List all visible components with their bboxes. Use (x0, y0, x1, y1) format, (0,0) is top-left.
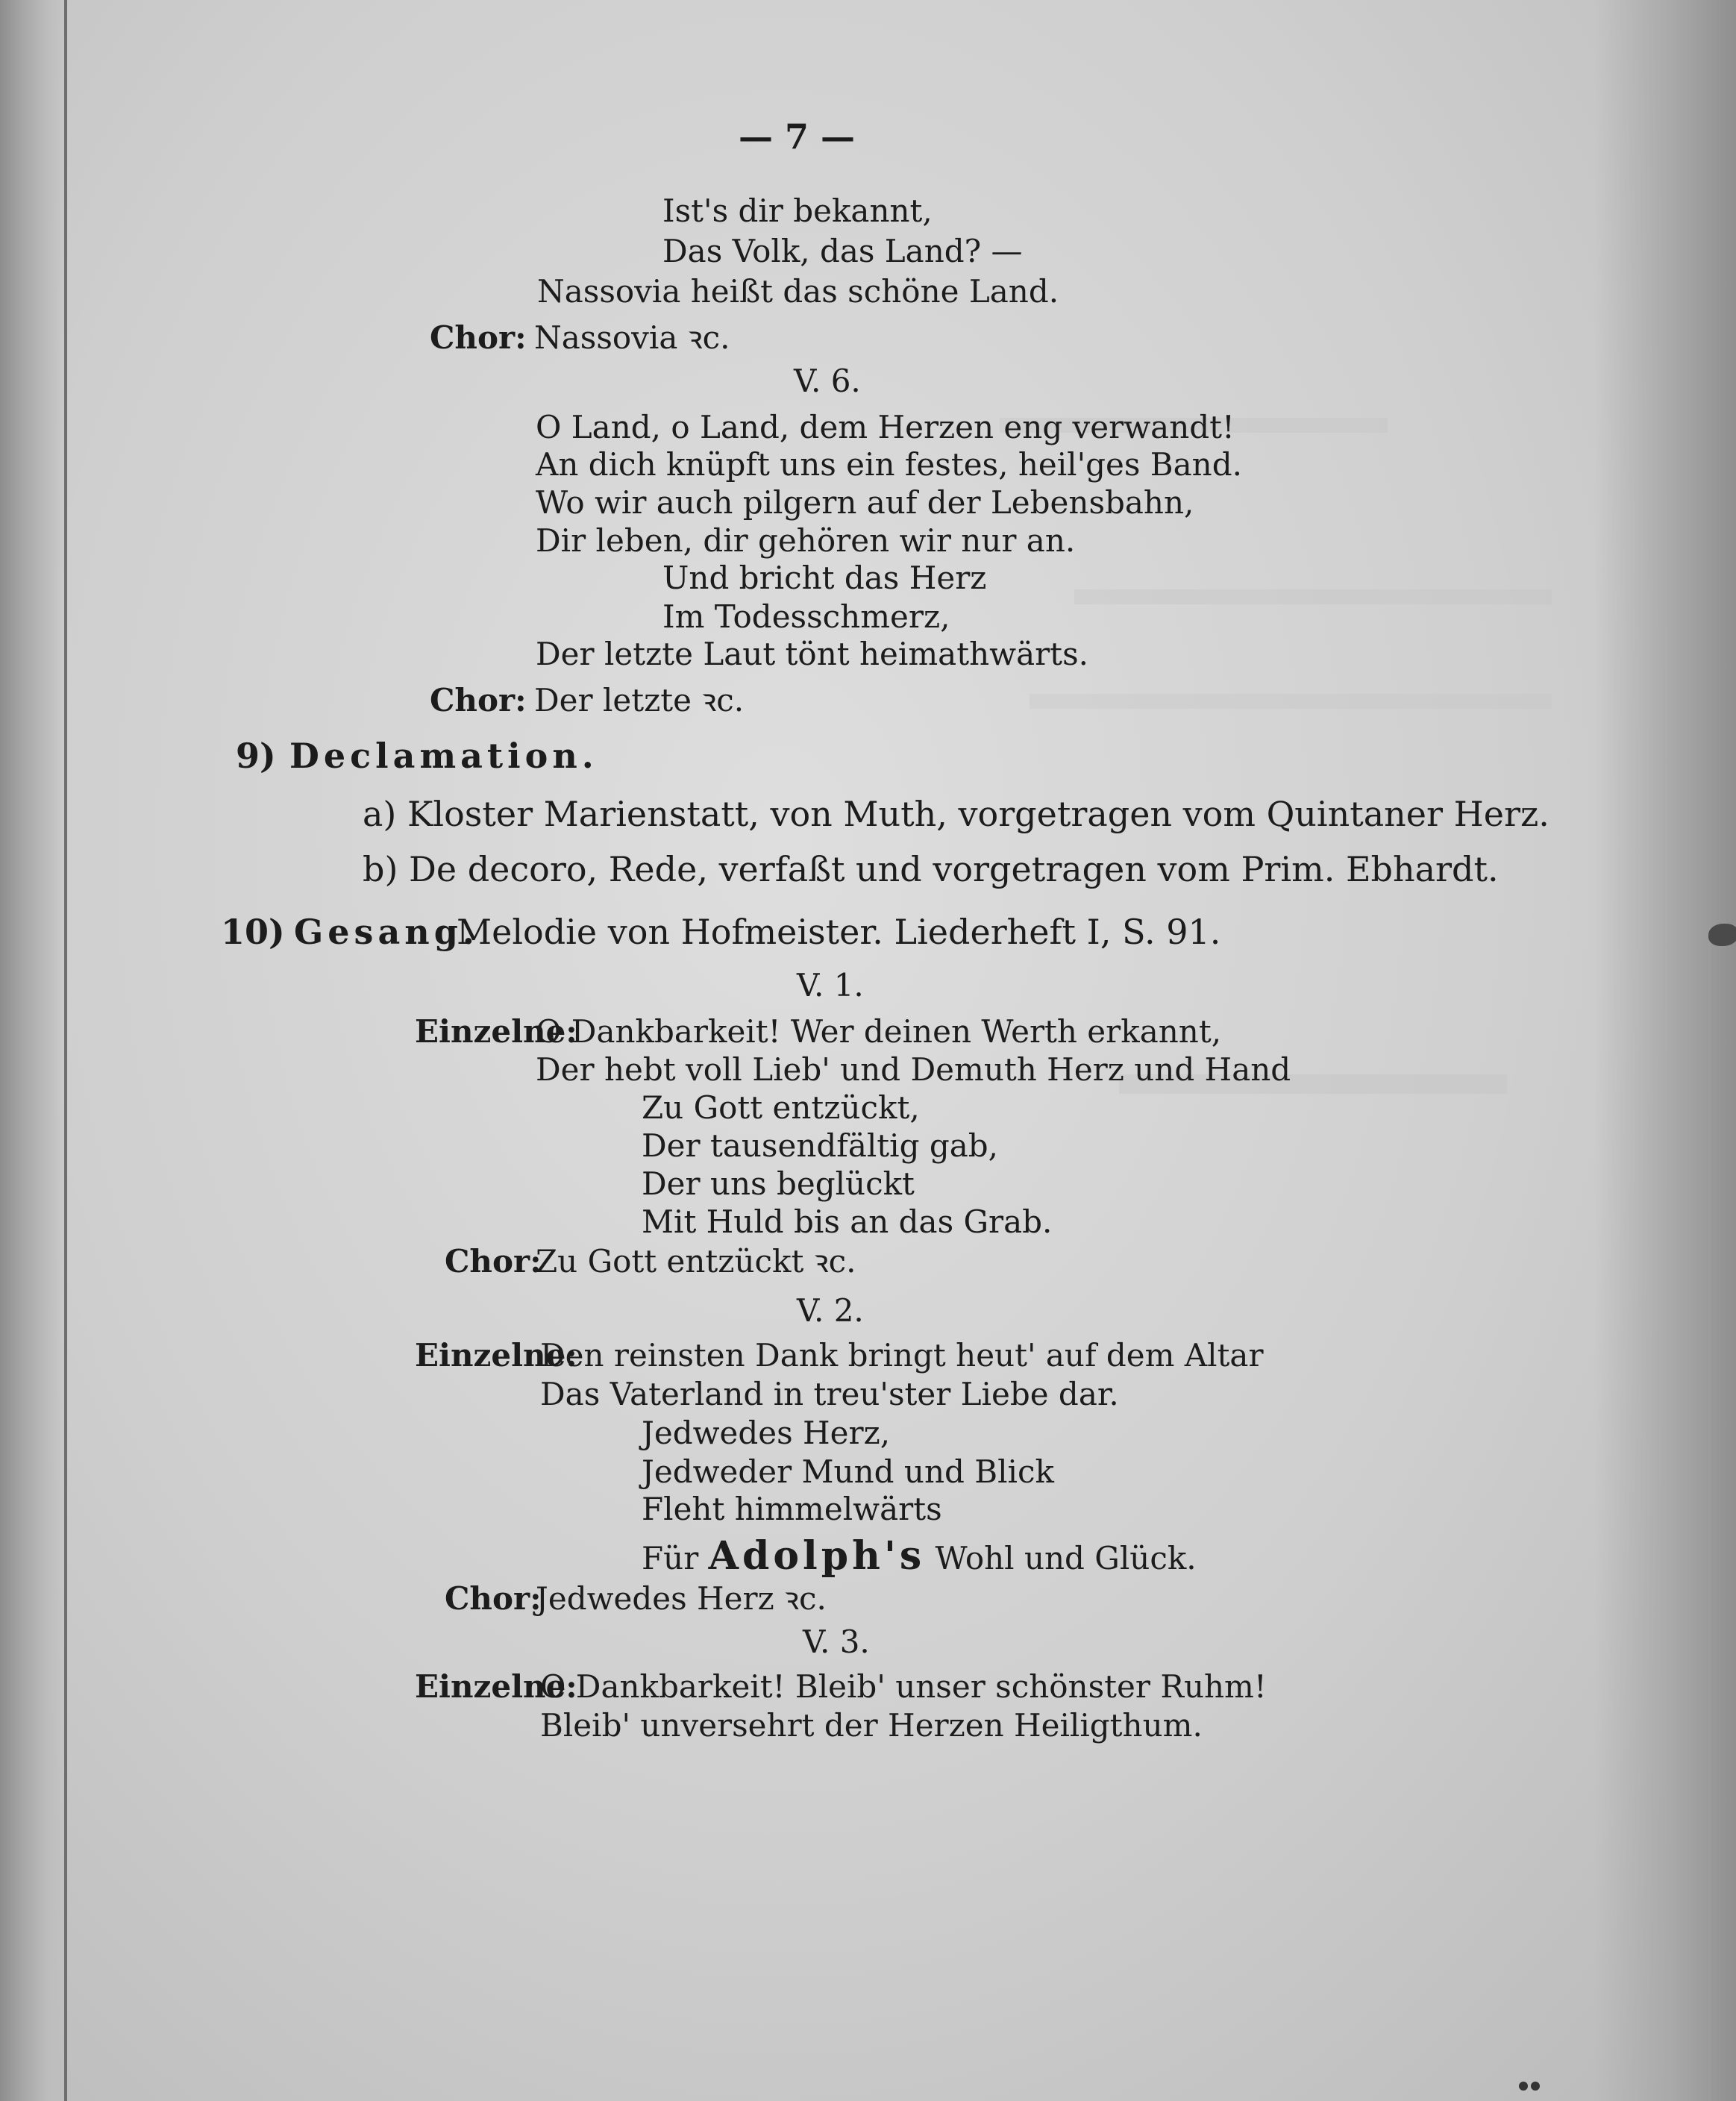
dedication-suffix: Wohl und Glück. (935, 1540, 1197, 1576)
chorus-label: Chor: (430, 319, 527, 356)
show-through-smudge (1074, 589, 1552, 604)
verse-line: Fleht himmelwärts (642, 1491, 942, 1527)
page-number: — 7 — (739, 116, 856, 157)
verse-line: Ist's dir bekannt, (662, 192, 933, 229)
verse-line: Der tausendfältig gab, (642, 1127, 998, 1164)
verse-line-dedication (642, 1533, 1197, 1579)
verse-line: Der uns beglückt (642, 1165, 915, 1202)
dedication-prefix: Für (642, 1540, 699, 1576)
declamation-a: a) Kloster Marienstatt, von Muth, vorgetragen vom Quintaner Herz. (363, 794, 1549, 834)
item-title: Declamation. (289, 736, 598, 776)
singer-label: Einzelne: (415, 1013, 577, 1050)
verse-line: O Dankbarkeit! Bleib' unser schönster Ruhm! (540, 1668, 1267, 1705)
verse-line: Das Volk, das Land? — (662, 233, 1023, 269)
verse-line: Das Vaterland in treu'ster Liebe dar. (540, 1376, 1119, 1412)
verse-line: Bleib' unversehrt der Herzen Heiligthum. (540, 1707, 1203, 1744)
verse-heading: V. 1. (797, 967, 864, 1003)
chorus-label: Chor: (445, 1580, 542, 1617)
chorus-label: Chor: (445, 1243, 542, 1280)
verse-heading: V. 3. (803, 1624, 870, 1660)
chorus-text: Jedwedes Herz ꝛc. (536, 1580, 827, 1617)
verse-line: Im Todesschmerz, (662, 598, 950, 635)
verse-line: Wo wir auch pilgern auf der Lebensbahn, (536, 484, 1194, 521)
declamation-b: b) De decoro, Rede, verfaßt und vorgetragen vom Prim. Ebhardt. (363, 849, 1499, 889)
verse-heading: V. 6. (794, 363, 861, 399)
verse-line: Jedweder Mund und Blick (642, 1453, 1054, 1490)
verse-line: Jedwedes Herz, (642, 1415, 891, 1451)
chorus-text: Nassovia ꝛc. (534, 319, 730, 356)
verse-line: Der letzte Laut tönt heimathwärts. (536, 636, 1088, 672)
chorus-label: Chor: (430, 682, 527, 718)
paper-fold-line (1708, 940, 1711, 2101)
item-detail: Melodie von Hofmeister. Liederheft I, S. 91. (457, 912, 1221, 952)
singer-label: Einzelne: (415, 1668, 577, 1705)
ink-blot (1708, 924, 1736, 946)
verse-line: O Land, o Land, dem Herzen eng verwandt! (536, 409, 1235, 445)
item-number: 10) (221, 912, 285, 952)
verse-line: Nassovia heißt das schöne Land. (537, 273, 1059, 310)
show-through-smudge (1030, 694, 1552, 709)
binding-gutter (0, 0, 69, 2101)
verse-line: Und bricht das Herz (662, 560, 987, 596)
chorus-text: Der letzte ꝛc. (534, 682, 745, 718)
item-title: Gesang. (294, 912, 479, 952)
dedication-name: Adolph's (708, 1533, 926, 1579)
speck (1519, 2082, 1528, 2091)
singer-label: Einzelne: (415, 1337, 577, 1374)
chorus-text: Zu Gott entzückt ꝛc. (536, 1243, 856, 1280)
verse-line: Der hebt voll Lieb' und Demuth Herz und Hand (536, 1051, 1291, 1088)
verse-line: An dich knüpft uns ein festes, heil'ges Band. (536, 446, 1242, 483)
speck (1531, 2082, 1540, 2091)
verse-heading: V. 2. (797, 1292, 864, 1329)
binding-edge (64, 0, 67, 2101)
verse-line: Dir leben, dir gehören wir nur an. (536, 522, 1076, 559)
item-number: 9) (236, 736, 276, 776)
page-edge-shadow (1594, 0, 1736, 2101)
verse-line: Den reinsten Dank bringt heut' auf dem Altar (540, 1337, 1264, 1374)
verse-line: Zu Gott entzückt, (642, 1089, 920, 1126)
verse-line: O Dankbarkeit! Wer deinen Werth erkannt, (536, 1013, 1222, 1050)
verse-line: Mit Huld bis an das Grab. (642, 1203, 1053, 1240)
